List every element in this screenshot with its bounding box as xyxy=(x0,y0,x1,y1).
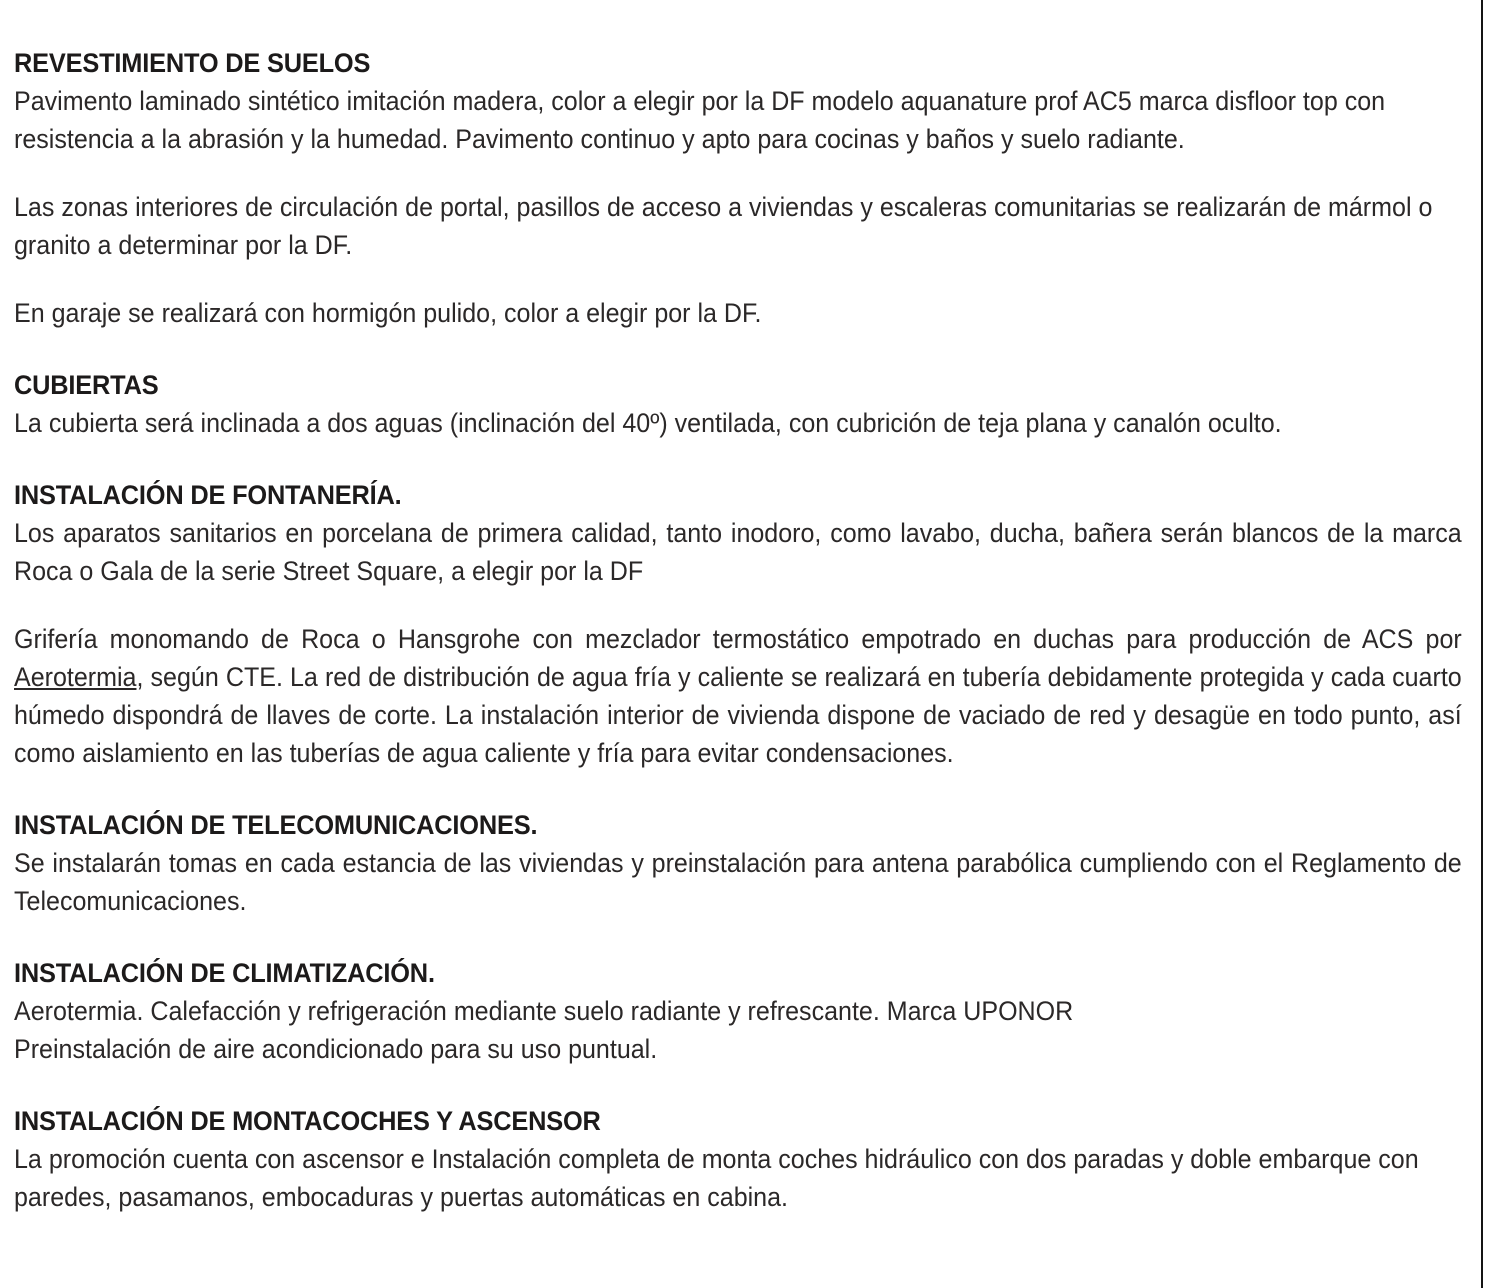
griferia-text-before: Grifería monomando de Roca o Hansgrohe con mezclador termostático empotrado en duchas para producción de ACS por xyxy=(14,624,1462,654)
paragraph-promocion-ascensor: La promoción cuenta con ascensor e Instalación completa de monta coches hidráulico con dos paradas y doble embarque con paredes, pasamanos, embocaduras y puertas automáticas en cabina. xyxy=(14,1144,1419,1212)
paragraph-aerotermia-calefaccion: Aerotermia. Calefacción y refrigeración mediante suelo radiante y refrescante. Marca UPONOR xyxy=(14,996,1074,1026)
paragraph-garaje: En garaje se realizará con hormigón pulido, color a elegir por la DF. xyxy=(14,298,762,328)
paragraph-spacer xyxy=(14,158,1462,188)
section-heading-telecomunicaciones: INSTALACIÓN DE TELECOMUNICACIONES. xyxy=(14,810,538,840)
section-instalacion-telecomunicaciones xyxy=(14,808,1462,920)
section-spacer xyxy=(14,772,1462,808)
paragraph-cubierta-inclinada: La cubierta será inclinada a dos aguas (inclinación del 40º) ventilada, con cubrición de teja plana y canalón oculto. xyxy=(14,408,1282,438)
section-heading-fontaneria: INSTALACIÓN DE FONTANERÍA. xyxy=(14,480,402,510)
paragraph-pavimento-laminado: Pavimento laminado sintético imitación madera, color a elegir por la DF modelo aquanature prof AC5 marca disfloor top con resistencia a la abrasión y la humedad. Pavimento continuo y apto para cocinas y baños y suelo radiante. xyxy=(14,86,1386,154)
section-revestimiento-de-suelos xyxy=(14,46,1462,332)
griferia-text-after: , según CTE. La red de distribución de agua fría y caliente se realizará en tubería debidamente protegida y cada cuarto húmedo dispondrá de llaves de corte. La instalación interior de vivienda dispone de vaciado de red y desagüe en todo punto, así como aislamiento en las tuberías de agua caliente y fría para evitar condensaciones. xyxy=(14,662,1462,768)
paragraph-griferia xyxy=(14,620,1462,772)
section-instalacion-fontaneria xyxy=(14,478,1462,772)
paragraph-zonas-interiores: Las zonas interiores de circulación de portal, pasillos de acceso a viviendas y escaleras comunitarias se realizarán de mármol o granito a determinar por la DF. xyxy=(14,192,1433,260)
section-instalacion-climatizacion xyxy=(14,956,1462,1068)
paragraph-preinstalacion-aire: Preinstalación de aire acondicionado para su uso puntual. xyxy=(14,1034,658,1064)
section-spacer xyxy=(14,332,1462,368)
section-spacer xyxy=(14,442,1462,478)
page-right-border xyxy=(1481,0,1483,1288)
paragraph-spacer xyxy=(14,264,1462,294)
section-heading-montacoches: INSTALACIÓN DE MONTACOCHES Y ASCENSOR xyxy=(14,1106,601,1136)
paragraph-tomas-estancia: Se instalarán tomas en cada estancia de las viviendas y preinstalación para antena parabólica cumpliendo con el Reglamento de Telecomunicaciones. xyxy=(14,848,1462,916)
section-heading-climatizacion: INSTALACIÓN DE CLIMATIZACIÓN. xyxy=(14,958,435,988)
section-spacer xyxy=(14,920,1462,956)
section-heading-revestimiento: REVESTIMIENTO DE SUELOS xyxy=(14,48,371,78)
section-cubiertas xyxy=(14,368,1462,442)
section-spacer xyxy=(14,1068,1462,1104)
paragraph-spacer xyxy=(14,590,1462,620)
section-heading-cubiertas: CUBIERTAS xyxy=(14,370,159,400)
underlined-term-aerotermia: Aerotermia xyxy=(14,662,137,692)
document-content xyxy=(14,46,1462,1216)
section-instalacion-montacoches-ascensor xyxy=(14,1104,1462,1216)
paragraph-aparatos-sanitarios: Los aparatos sanitarios en porcelana de primera calidad, tanto inodoro, como lavabo, ducha, bañera serán blancos de la marca Roca o Gala de la serie Street Square, a elegir por la DF xyxy=(14,518,1462,586)
